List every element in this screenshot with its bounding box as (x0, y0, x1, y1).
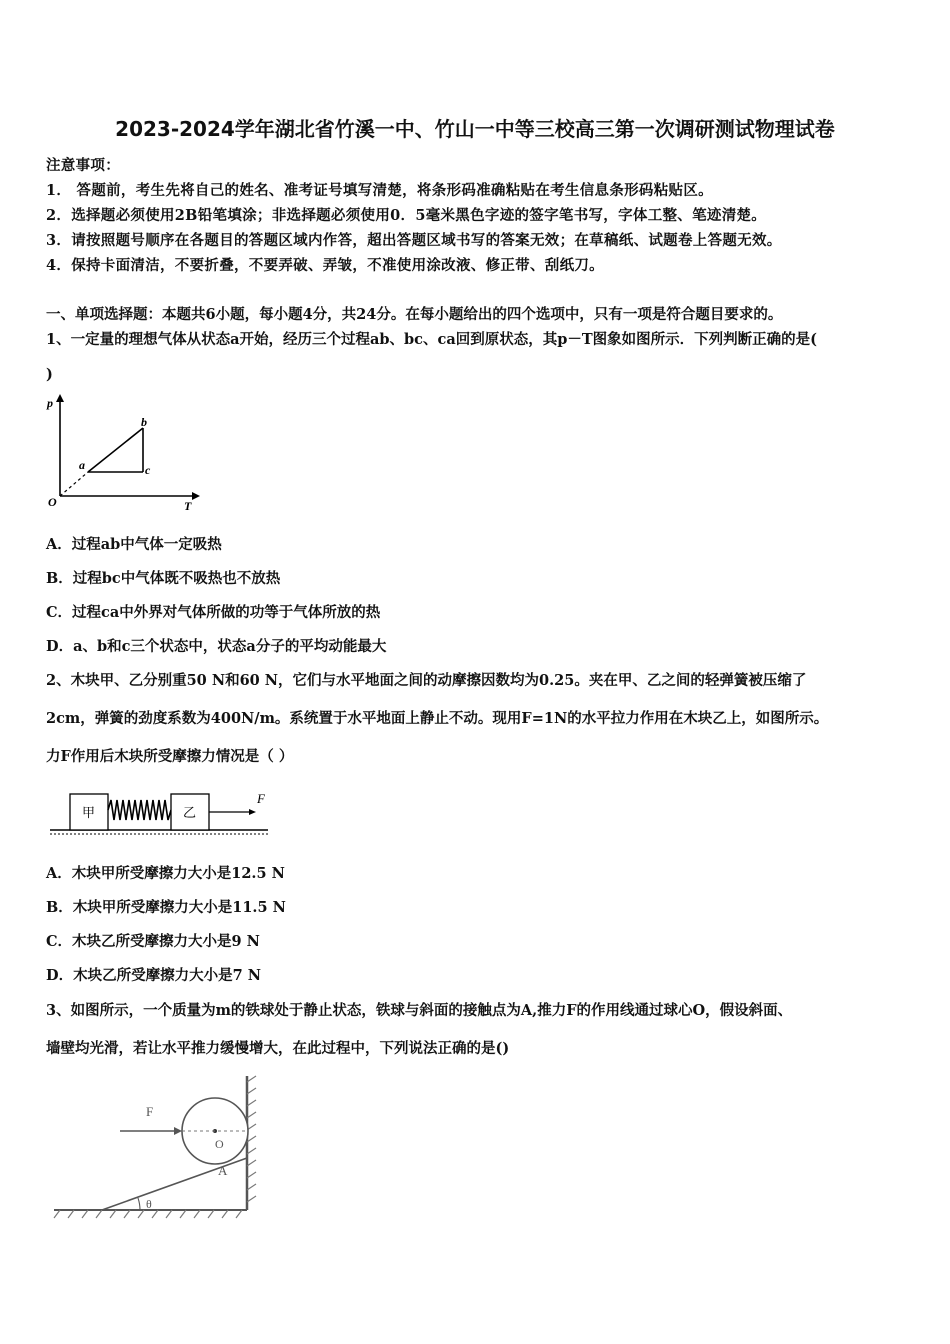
q3-stem-line1: 3、如图所示，一个质量为m的铁球处于静止状态，铁球与斜面的接触点为A,推力F的作用线通过球心O，假设斜面、 (46, 1002, 793, 1019)
q3-center-label: O (215, 1137, 224, 1151)
notice-item-4: 4．保持卡面清洁，不要折叠，不要弄破、弄皱，不准使用涂改液、修正带、刮纸刀。 (46, 257, 604, 274)
notice-item-1: 1． 答题前，考生先将自己的姓名、准考证号填写清楚，将条形码准确粘贴在考生信息条形码粘贴区。 (46, 182, 713, 199)
q3-angle-label: θ (146, 1197, 152, 1211)
q1-label-p: p (47, 396, 53, 410)
section-heading: 一、单项选择题：本题共6小题，每小题4分，共24分。在每小题给出的四个选项中，只有一项是符合题目要求的。 (46, 306, 783, 323)
q2-force-arrowhead (249, 809, 256, 815)
q1-option-c[interactable]: C．过程ca中外界对气体所做的功等于气体所放的热 (46, 604, 381, 621)
q2-block-yi-label: 乙 (183, 805, 197, 820)
q1-p-axis-arrow (56, 394, 64, 402)
q3-angle-arc (138, 1198, 140, 1210)
q3-force-arrowhead (174, 1127, 182, 1135)
q2-force-label: F (257, 791, 265, 806)
q2-spring (108, 800, 171, 820)
q1-stem-line2: ) (46, 366, 53, 383)
q1-dashed-extension (60, 472, 88, 496)
q2-stem-line2: 2cm，弹簧的劲度系数为400N/m。系统置于水平地面上静止不动。现用F=1N的水平拉力作用在木块乙上，如图所示。 (46, 710, 829, 727)
q1-option-a[interactable]: A．过程ab中气体一定吸热 (46, 536, 222, 553)
q3-force-label: F (146, 1104, 154, 1119)
q2-option-d[interactable]: D．木块乙所受摩擦力大小是7 N (46, 967, 261, 984)
q3-stem-line2: 墙壁均光滑，若让水平推力缓慢增大，在此过程中，下列说法正确的是() (46, 1040, 510, 1057)
notice-item-3: 3．请按照题号顺序在各题目的答题区域内作答，超出答题区域书写的答案无效；在草稿纸、试题卷上答题无效。 (46, 232, 782, 249)
q2-block-jia-label: 甲 (82, 805, 96, 820)
q2-blocks-figure (46, 786, 276, 840)
q1-label-o: O (48, 495, 57, 509)
q1-label-c: c (145, 463, 151, 477)
notice-item-2: 2．选择题必须使用2B铅笔填涂；非选择题必须使用0．5毫米黑色字迹的签字笔书写，字体工整、笔迹清楚。 (46, 207, 767, 224)
q2-option-a[interactable]: A．木块甲所受摩擦力大小是12.5 N (46, 865, 285, 882)
q3-ground-hatch (54, 1210, 242, 1218)
q3-ball-incline-figure (50, 1072, 265, 1222)
q1-option-b[interactable]: B．过程bc中气体既不吸热也不放热 (46, 570, 281, 587)
q3-wall-hatch (247, 1076, 256, 1202)
q1-label-t: T (184, 499, 192, 513)
q2-option-c[interactable]: C．木块乙所受摩擦力大小是9 N (46, 933, 260, 950)
q1-process-ab (88, 428, 143, 472)
q2-stem-line3: 力F作用后木块所受摩擦力情况是（ ） (46, 748, 294, 765)
q1-t-axis-arrow (192, 492, 200, 500)
q1-pt-graph (42, 392, 202, 517)
q3-contact-label: A (218, 1163, 228, 1178)
q1-label-b: b (141, 415, 147, 429)
q1-stem-line1: 1、一定量的理想气体从状态a开始，经历三个过程ab、bc、ca回到原状态，其p－T图象如图所示．下列判断正确的是( (46, 331, 817, 348)
notice-heading: 注意事项： (46, 157, 120, 174)
q1-option-d[interactable]: D．a、b和c三个状态中，状态a分子的平均动能最大 (46, 638, 387, 655)
q2-stem-line1: 2、木块甲、乙分别重50 N和60 N，它们与水平地面之间的动摩擦因数均为0.25。夹在甲、乙之间的轻弹簧被压缩了 (46, 672, 807, 689)
q2-option-b[interactable]: B．木块甲所受摩擦力大小是11.5 N (46, 899, 286, 916)
page-title: 2023-2024学年湖北省竹溪一中、竹山一中等三校高三第一次调研测试物理试卷 (115, 117, 835, 141)
q1-label-a: a (79, 458, 85, 472)
